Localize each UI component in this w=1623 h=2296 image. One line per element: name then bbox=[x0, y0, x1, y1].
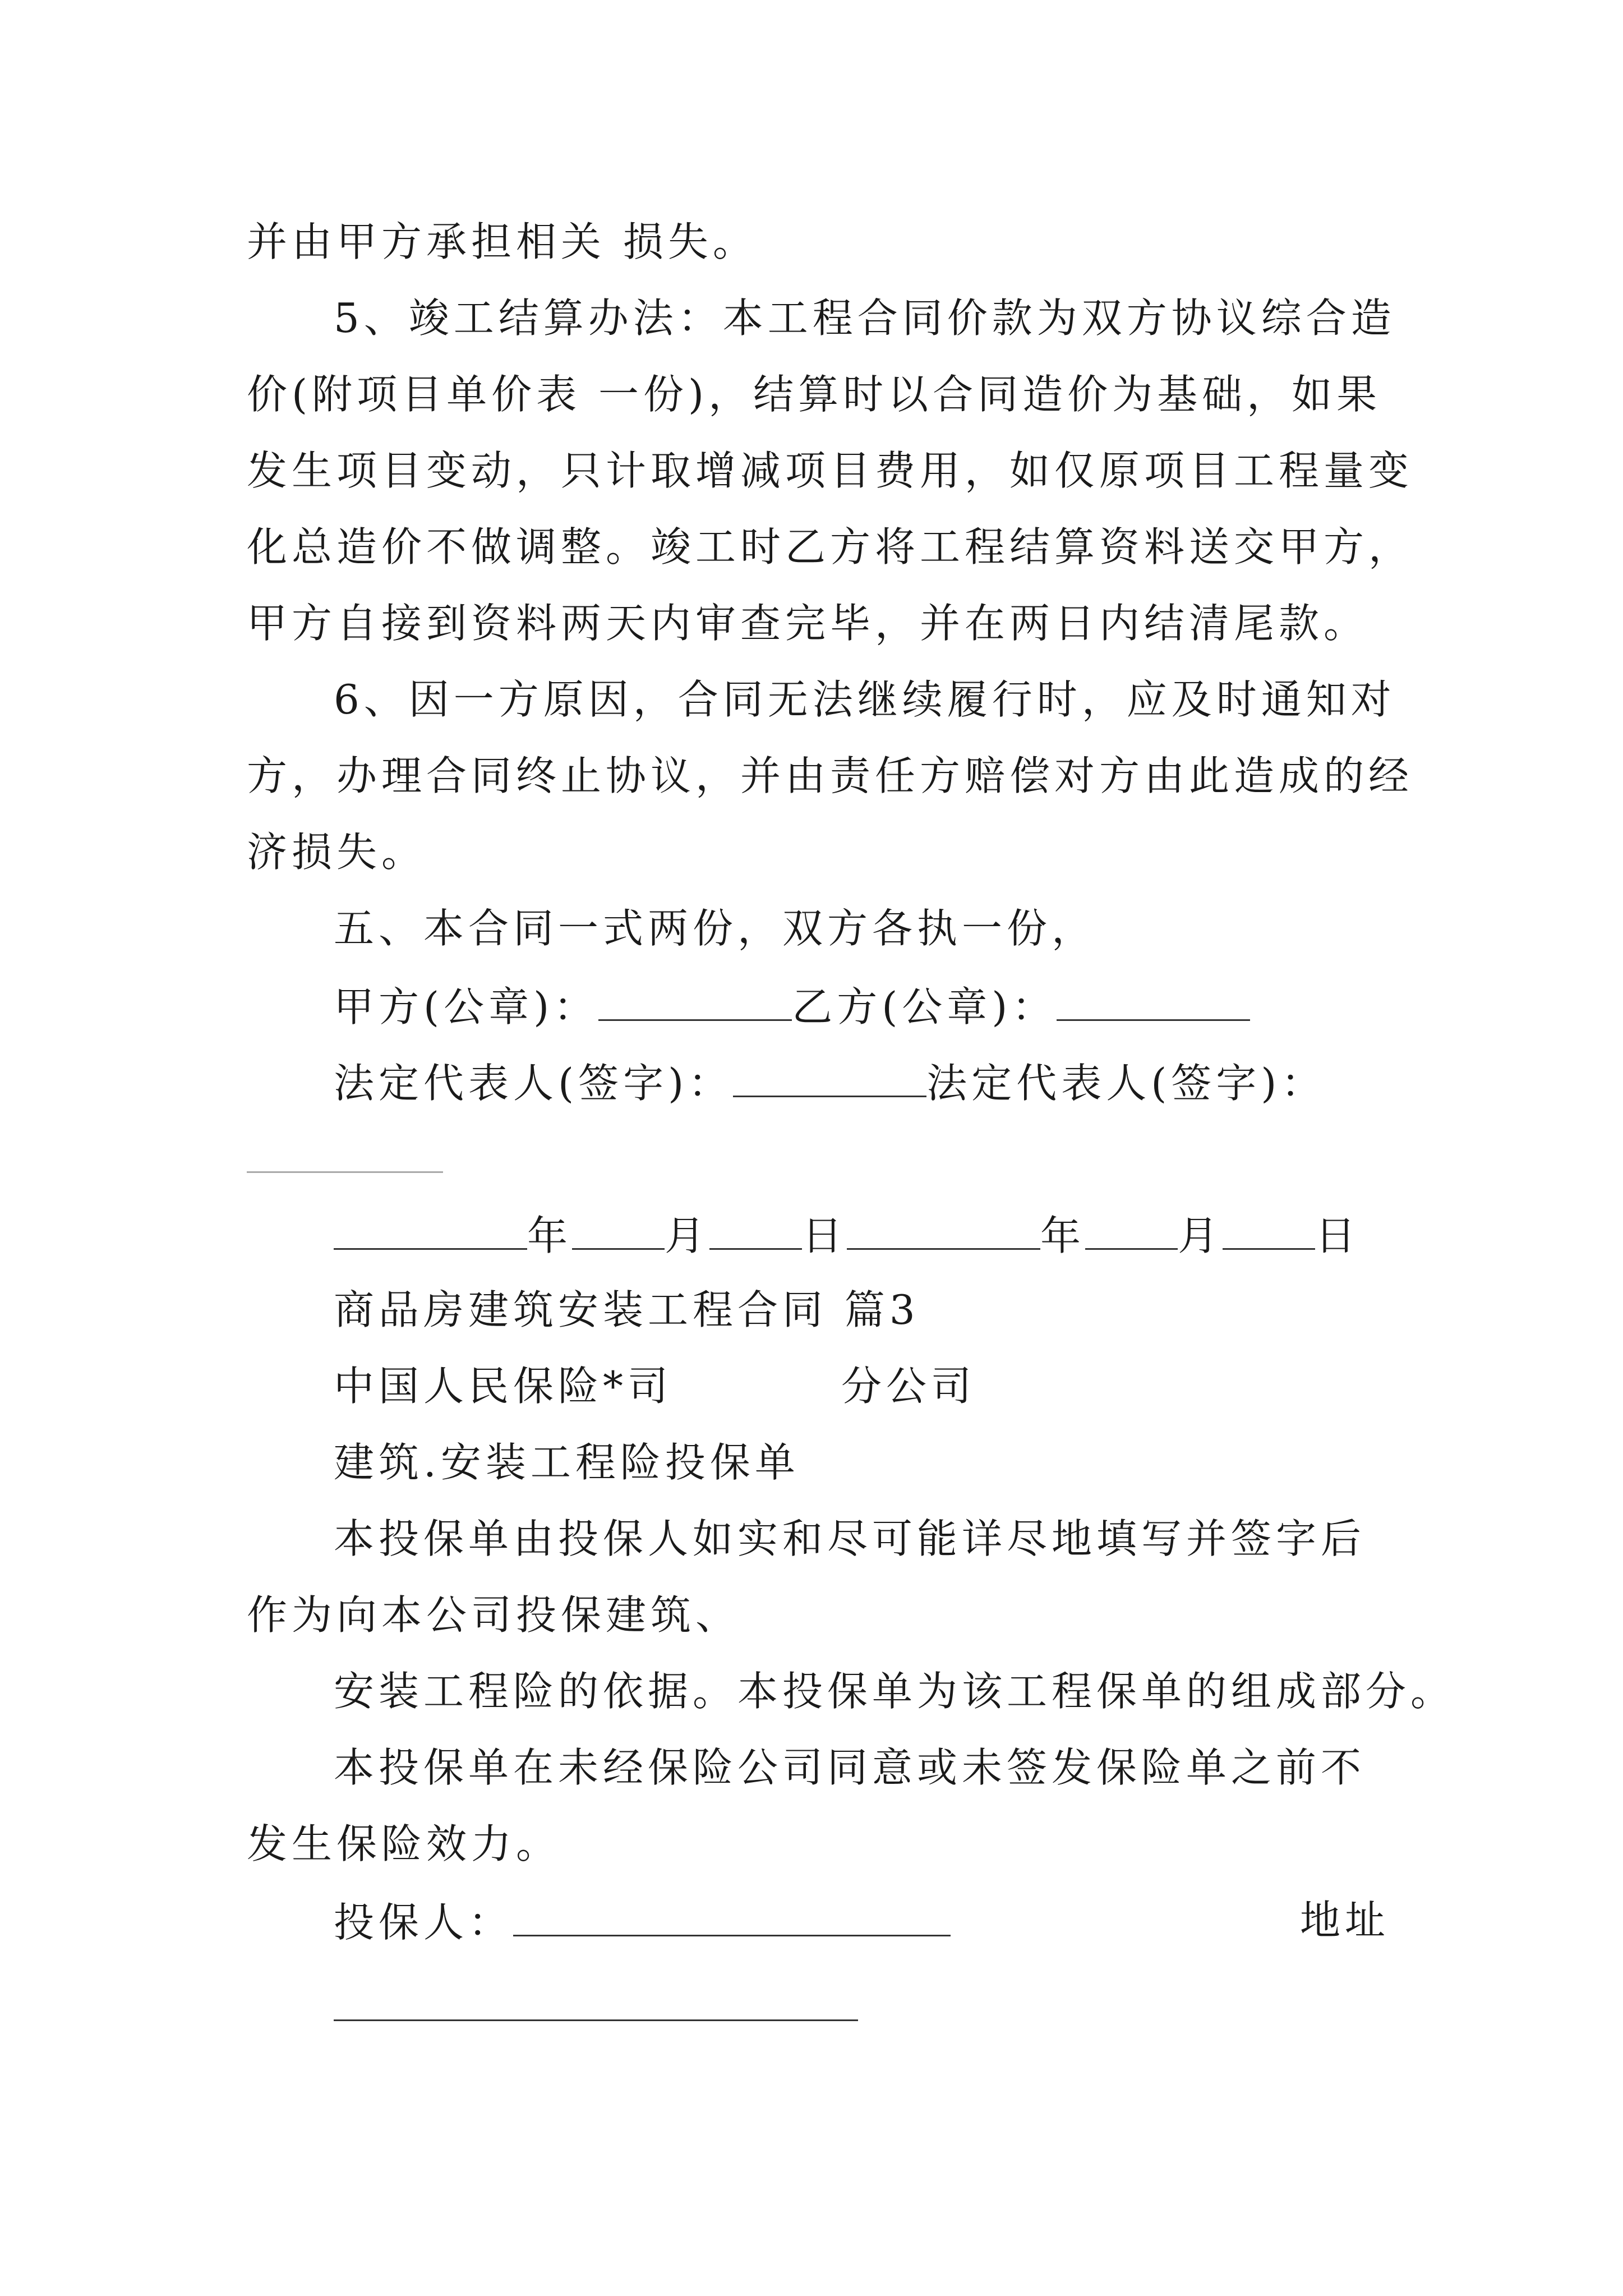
party-b-seal-label: 乙方(公章)： bbox=[792, 983, 1057, 1030]
text-line: 安装工程险的依据。本投保单为该工程保单的组成部分。 bbox=[334, 1668, 1456, 1715]
year-b-label: 年 bbox=[1040, 1212, 1086, 1259]
rep-a-blank[interactable] bbox=[733, 1061, 926, 1097]
branch-label: 分公司 bbox=[841, 1363, 976, 1410]
rep-a-label: 法定代表人(签字)： bbox=[334, 1060, 734, 1107]
applicant-blank[interactable] bbox=[513, 1900, 951, 1936]
rep-b-blank[interactable] bbox=[247, 1171, 443, 1173]
rep-b-label: 法定代表人(签字)： bbox=[926, 1060, 1326, 1107]
address-label: 地址 bbox=[1300, 1897, 1390, 1944]
text-line: 作为向本公司投保建筑、 bbox=[247, 1591, 741, 1639]
paragraph-5-start: 5、竣工结算办法：本工程合同价款为双方协议综合造 bbox=[334, 295, 1396, 342]
text-line: 本投保单在未经保险公司同意或未签发保险单之前不 bbox=[334, 1744, 1366, 1791]
year-a-blank[interactable] bbox=[334, 1213, 527, 1250]
month-a-label: 月 bbox=[665, 1212, 710, 1259]
day-a-blank[interactable] bbox=[709, 1213, 802, 1250]
party-a-seal-blank[interactable] bbox=[598, 984, 792, 1021]
text-line: 甲方自接到资料两天内审查完毕，并在两日内结清尾款。 bbox=[247, 600, 1369, 647]
day-b-label: 日 bbox=[1315, 1212, 1361, 1259]
year-b-blank[interactable] bbox=[847, 1213, 1040, 1250]
applicant-row bbox=[334, 1899, 951, 1946]
text-line: 发生项目变动，只计取增减项目费用，如仅原项目工程量变 bbox=[247, 447, 1414, 494]
month-b-label: 月 bbox=[1178, 1212, 1223, 1259]
month-b-blank[interactable] bbox=[1085, 1213, 1178, 1250]
form-title: 建筑.安装工程险投保单 bbox=[334, 1439, 800, 1486]
insurer-name: 中国人民保险*司 bbox=[334, 1363, 673, 1410]
party-a-seal-label: 甲方(公章)： bbox=[334, 983, 599, 1030]
seal-row bbox=[334, 983, 1250, 1030]
text-line: 济损失。 bbox=[247, 829, 427, 876]
text-line: 本投保单由投保人如实和尽可能详尽地填写并签字后 bbox=[334, 1515, 1366, 1562]
section-title: 商品房建筑安装工程合同 篇3 bbox=[334, 1286, 920, 1333]
month-a-blank[interactable] bbox=[572, 1213, 665, 1250]
representative-row bbox=[334, 1060, 1326, 1107]
text-line: 并由甲方承担相关 损失。 bbox=[247, 218, 758, 265]
address-blank[interactable] bbox=[334, 2019, 858, 2021]
paragraph-6-start: 6、因一方原因，合同无法继续履行时，应及时通知对 bbox=[334, 676, 1396, 723]
applicant-label: 投保人： bbox=[334, 1899, 514, 1946]
text-line: 方，办理合同终止协议，并由责任方赔偿对方由此造成的经 bbox=[247, 752, 1414, 799]
year-a-label: 年 bbox=[527, 1212, 573, 1259]
date-row bbox=[334, 1212, 1361, 1259]
text-line: 价(附项目单价表 一份)，结算时以合同造价为基础，如果 bbox=[247, 371, 1382, 418]
party-b-seal-blank[interactable] bbox=[1057, 984, 1250, 1021]
day-a-label: 日 bbox=[802, 1212, 847, 1259]
day-b-blank[interactable] bbox=[1223, 1213, 1315, 1250]
text-line: 化总造价不做调整。竣工时乙方将工程结算资料送交甲方， bbox=[247, 523, 1414, 570]
text-line: 发生保险效力。 bbox=[247, 1820, 561, 1867]
section-5-heading: 五、本合同一式两份，双方各执一份， bbox=[334, 905, 1097, 952]
